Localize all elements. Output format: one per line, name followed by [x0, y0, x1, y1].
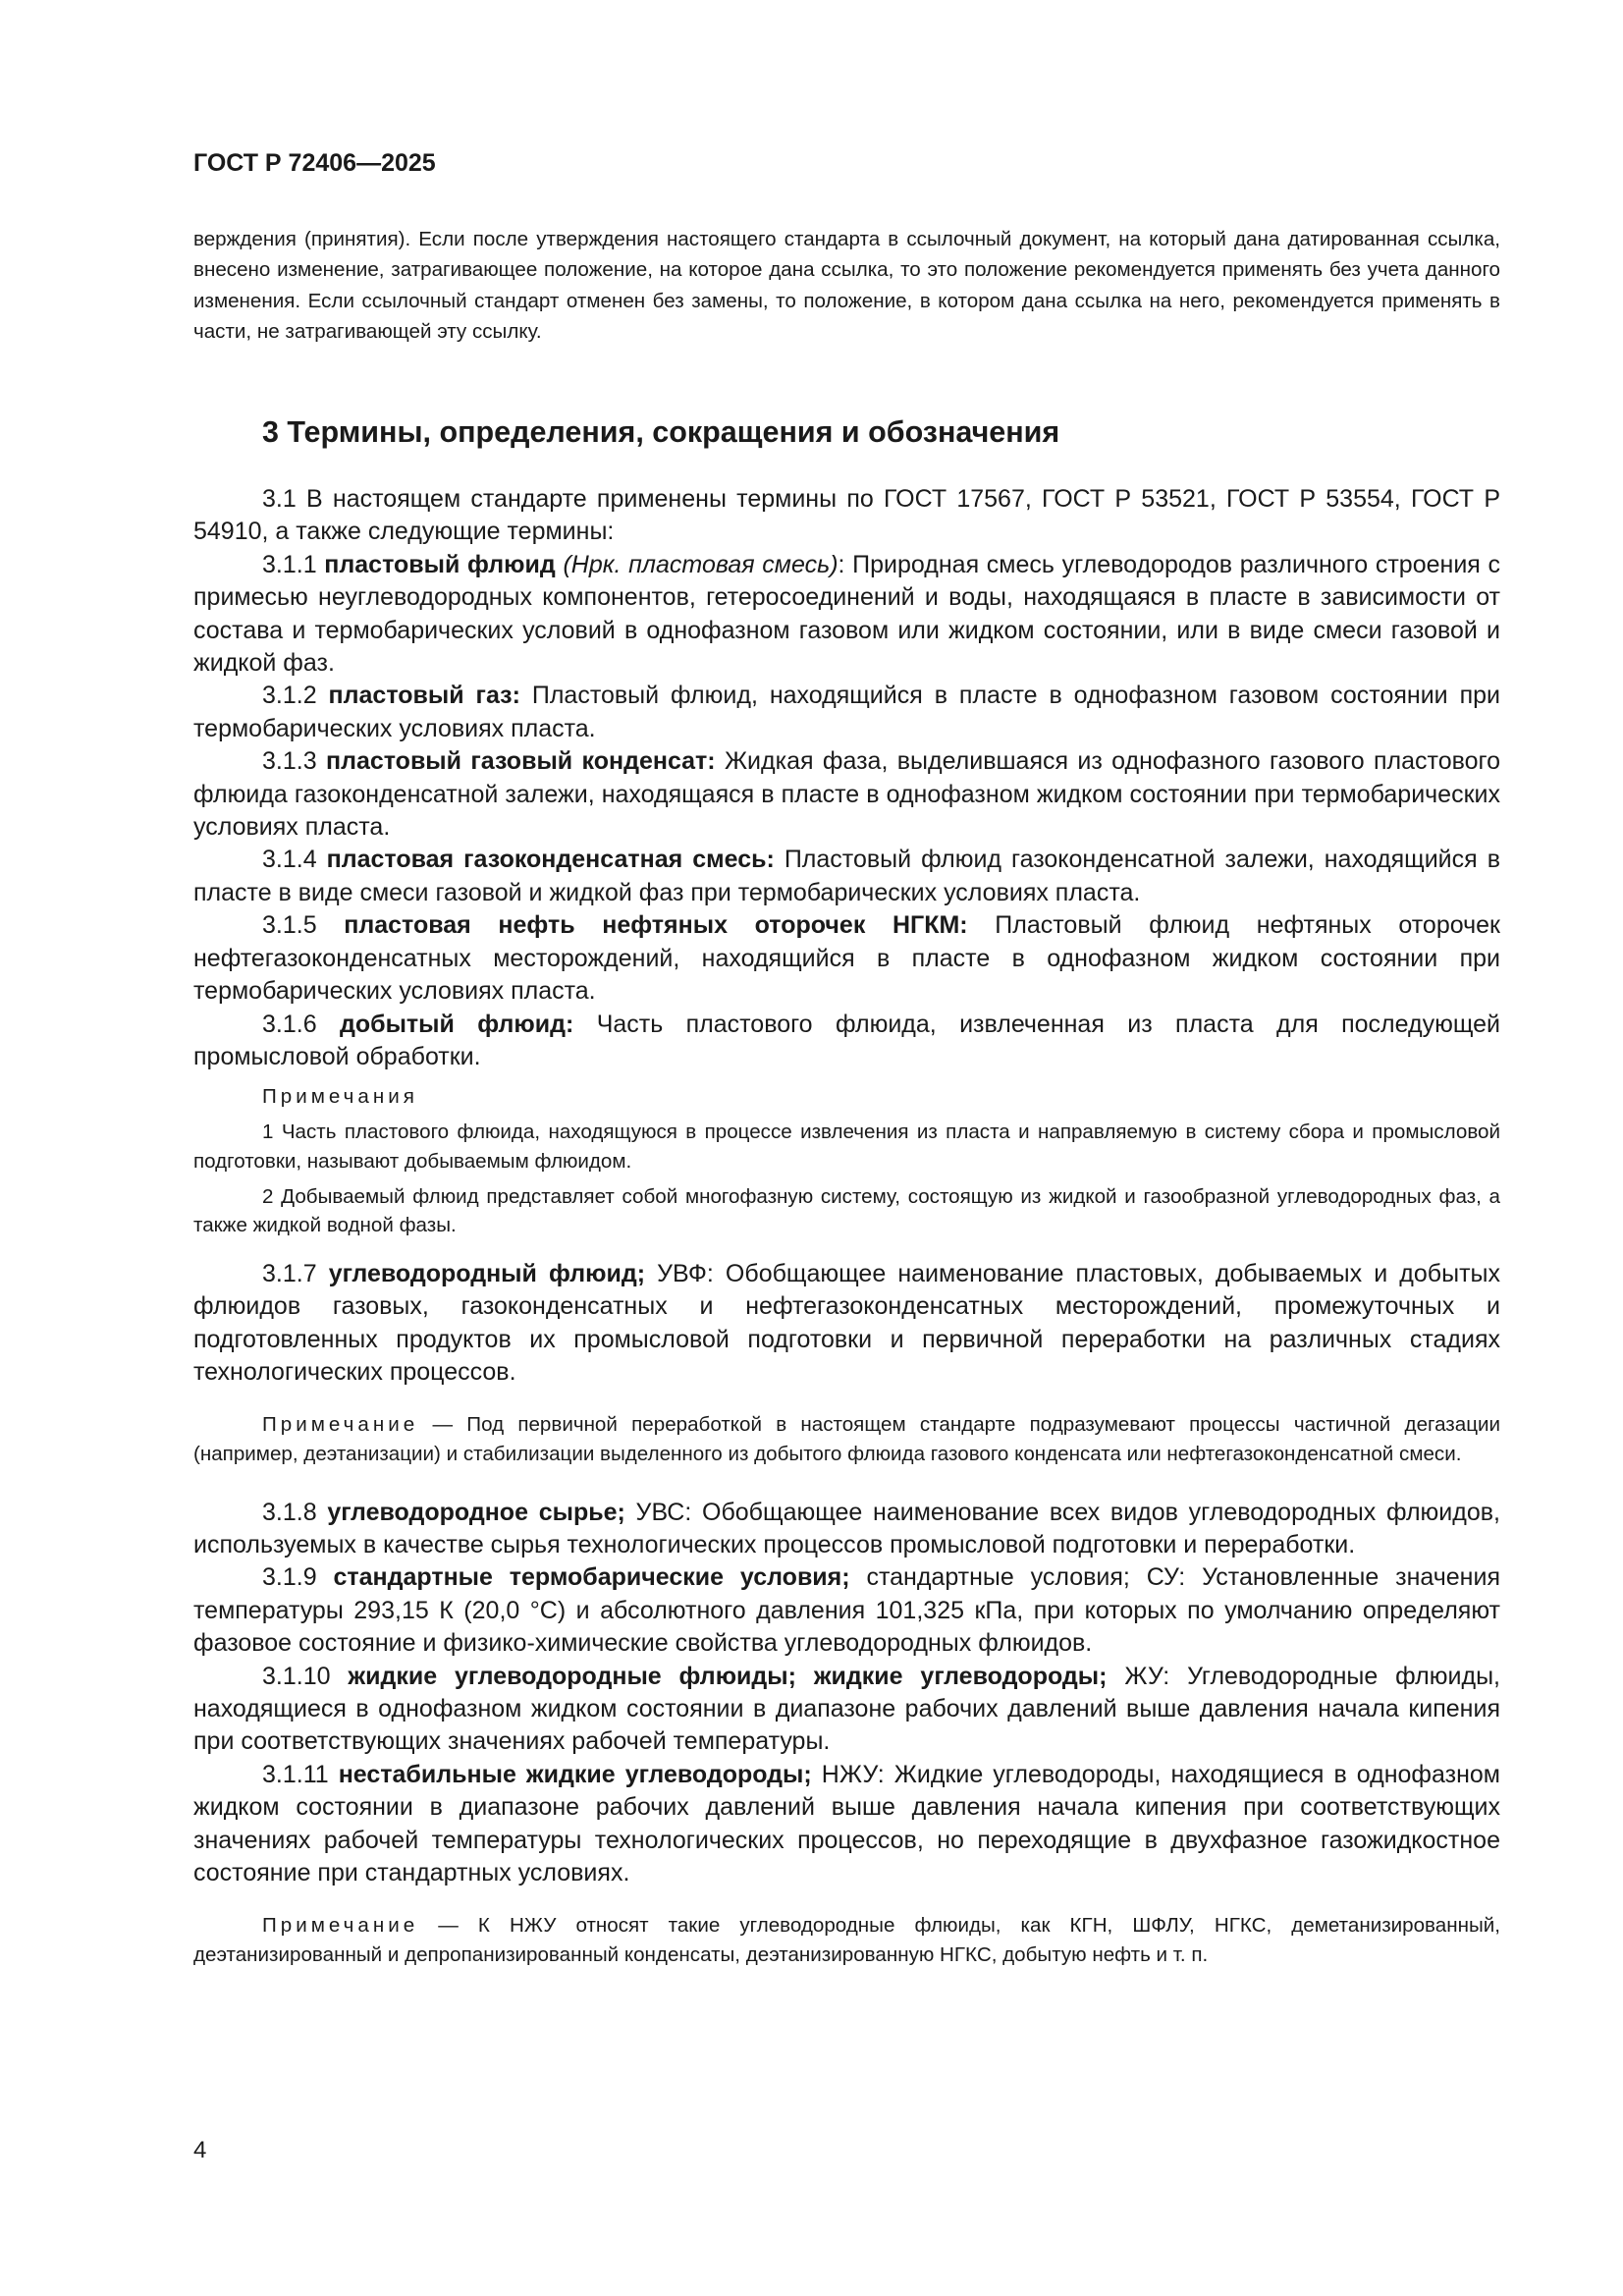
term-number: 3.1.11	[262, 1760, 339, 1788]
paragraph-3-1: 3.1 В настоящем стандарте применены термины по ГОСТ 17567, ГОСТ Р 53521, ГОСТ Р 53554, ГОСТ Р 54910, а также следующие термины:	[193, 485, 1500, 546]
term-3-1-11	[193, 1759, 1500, 1890]
term-definition: УВС: Обобщающее наименование всех видов углеводородных флюидов, используемых в качестве сырья технологических процессов промысловой подготовки и переработки.	[193, 1498, 1500, 1558]
term-definition: Пластовый флюид газоконденсатной залежи, находящийся в пласте в виде смеси газовой и жидкой фаз при термобарических условиях пласта.	[193, 846, 1500, 906]
term-number: 3.1.7	[262, 1259, 329, 1287]
notes-heading: Примечания	[262, 1085, 418, 1109]
term-number: 3.1.8	[262, 1498, 328, 1526]
term-definition: НЖУ: Жидкие углеводороды, находящиеся в однофазном жидком состоянии в диапазоне рабочих давлений выше давления начала кипения при соответствующих значениях рабочей температуры технологических процессов, но переходящие в двухфазное газожидкостное состояние при стандартных условиях.	[193, 1760, 1500, 1886]
terms-block	[193, 483, 1500, 1976]
term-name: пластовая газоконденсатная смесь:	[326, 846, 775, 874]
term-3-1-5	[193, 909, 1500, 1008]
term-name: углеводородный флюид;	[328, 1259, 646, 1287]
term-number: 3.1.2	[262, 682, 329, 710]
term-number: 3.1.5	[262, 911, 345, 940]
term-3-1-9	[193, 1561, 1500, 1660]
note-3-1-7	[193, 1410, 1500, 1468]
term-name: пластовый флюид	[324, 550, 556, 578]
term-name: углеводородное сырье;	[327, 1498, 625, 1526]
note-label: Примечание	[262, 1413, 419, 1437]
term-definition: Жидкая фаза, выделившаяся из однофазного газового пластового флюида газоконденсатной залежи, находящаяся в пласте в однофазном жидком состоянии при термобарических условиях пласта.	[193, 747, 1500, 842]
note-label: Примечание	[262, 1914, 419, 1938]
term-number: 3.1.10	[262, 1662, 349, 1690]
term-definition: ЖУ: Углеводородные флюиды, находящиеся в однофазном жидком состоянии в диапазоне рабочих давлений выше давления начала кипения при соответствующих значениях рабочей температуры.	[193, 1662, 1500, 1756]
term-3-1-2	[193, 680, 1500, 745]
term-number: 3.1.4	[262, 846, 327, 874]
term-name: стандартные термобарические условия;	[333, 1563, 850, 1592]
term-3-1-7	[193, 1258, 1500, 1390]
intro-paragraph: верждения (принятия). Если после утверждения настоящего стандарта в ссылочный документ, на который дана датированная ссылка, внесено изменение, затрагивающее положение, на которое дана ссылка, то это положение рекомендуется применять без учета данного изменения. Если ссылочный стандарт отменен без замены, то положение, в котором дана ссылка на него, рекомендуется применять в части, не затрагивающей эту ссылку.	[193, 228, 1500, 344]
term-number: 3.1.9	[262, 1563, 334, 1592]
term-name: нестабильные жидкие углеводороды;	[338, 1760, 812, 1788]
note-text: — К НЖУ относят такие углеводородные флюиды, как КГН, ШФЛУ, НГКС, деметанизированный, деэтанизированный и депропанизированный конденсаты, деэтанизированную НГКС, добытую нефть и т. п.	[193, 1914, 1500, 1966]
document-code-header: ГОСТ Р 72406—2025	[193, 149, 436, 177]
note-2: 2 Добываемый флюид представляет собой многофазную систему, состоящую из жидкой и газообразной углеводородных фаз, а также жидкой водной фазы.	[193, 1184, 1500, 1237]
note-text: — Под первичной переработкой в настоящем стандарте подразумевают процессы частичной дегазации (например, деэтанизации) и стабилизации выделенного из добытого флюида газового конденсата или нефтегазоконденсатной смеси.	[193, 1413, 1500, 1465]
term-definition: Пластовый флюид нефтяных оторочек нефтегазоконденсатных месторождений, находящийся в пласте в однофазном жидком состоянии при термобарических условиях пласта.	[193, 911, 1500, 1006]
term-alt: (Нрк. пластовая смесь)	[555, 550, 839, 578]
page-content	[193, 224, 1500, 1966]
term-name: пластовая нефть нефтяных оторочек НГКМ:	[344, 911, 968, 940]
term-3-1-10	[193, 1661, 1500, 1759]
term-name: добытый флюид:	[339, 1010, 574, 1038]
term-definition: стандартные условия; СУ: Установленные значения температуры 293,15 К (20,0 °С) и абсолютного давления 101,325 кПа, при которых по умолчанию определяют фазовое состояние и физико-химические свойства углеводородных флюидов.	[193, 1563, 1500, 1658]
note-1: 1 Часть пластового флюида, находящуюся в процессе извлечения из пласта и направляемую в систему сбора и промысловой подготовки, называют добываемым флюидом.	[193, 1121, 1500, 1173]
term-number: 3.1.6	[262, 1010, 340, 1038]
term-name: жидкие углеводородные флюиды; жидкие углеводороды;	[348, 1662, 1108, 1690]
term-name: пластовый газ:	[328, 682, 520, 710]
term-definition: УВФ: Обобщающее наименование пластовых, добываемых и добытых флюидов газовых, газоконденсатных и нефтегазоконденсатных месторождений, промежуточных и подготовленных продуктов их промысловой подготовки и первичной переработки на различных стадиях технологических процессов.	[193, 1259, 1500, 1386]
term-definition: Часть пластового флюида, извлеченная из пласта для последующей промысловой обработки.	[193, 1010, 1500, 1070]
section-title: 3 Термины, определения, сокращения и обозначения	[262, 415, 1060, 449]
term-name: пластовый газовый конденсат:	[325, 747, 716, 776]
page-number: 4	[193, 2137, 207, 2163]
term-3-1-3	[193, 745, 1500, 844]
term-definition: Пластовый флюид, находящийся в пласте в однофазном газовом состоянии при термобарических условиях пласта.	[193, 682, 1500, 742]
term-3-1-6	[193, 1009, 1500, 1074]
note-3-1-11	[193, 1911, 1500, 1969]
term-3-1-4	[193, 844, 1500, 909]
term-number: 3.1.1	[262, 550, 325, 578]
term-definition: : Природная смесь углеводородов различного строения с примесью неуглеводородных компонентов, гетеросоединений и воды, находящаяся в пласте в зависимости от состава и термобарических условий в однофазном газовом или жидком состоянии, или в виде смеси газовой и жидкой фаз.	[193, 550, 1500, 678]
term-number: 3.1.3	[262, 747, 326, 776]
term-3-1-8	[193, 1497, 1500, 1562]
term-3-1-1	[193, 549, 1500, 681]
